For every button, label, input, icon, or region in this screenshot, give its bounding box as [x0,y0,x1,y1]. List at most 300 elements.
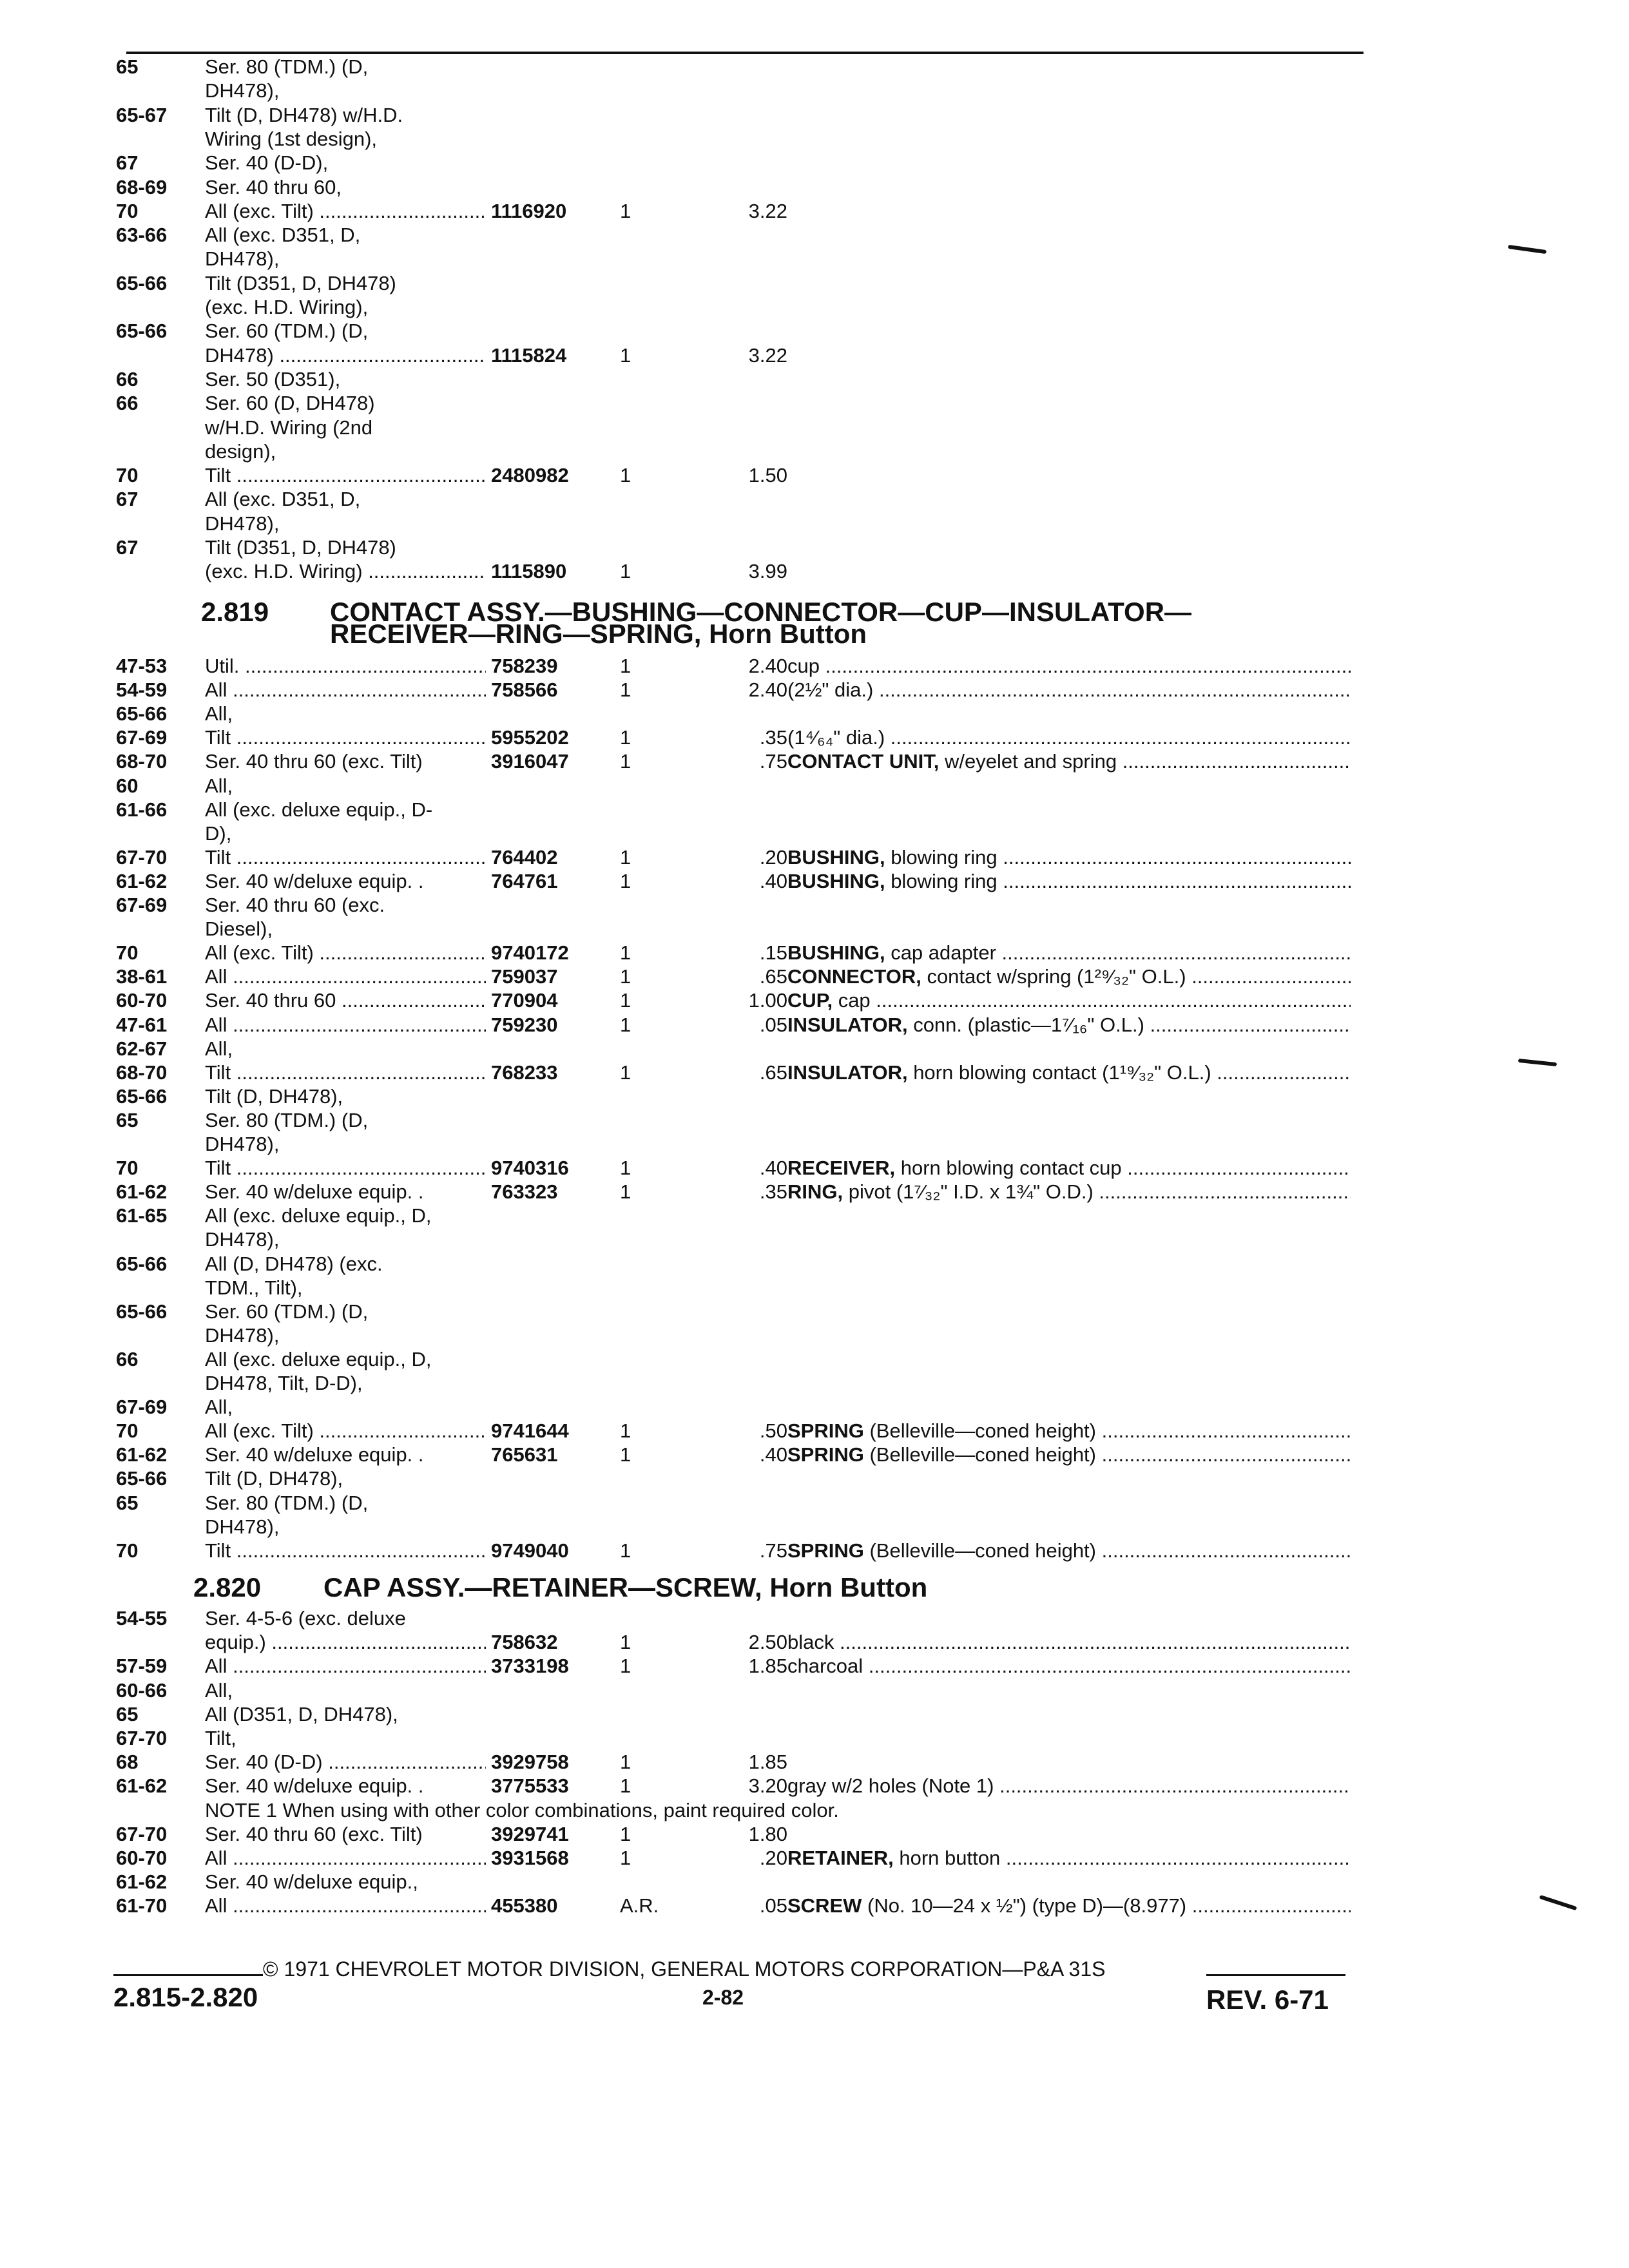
application-description: Ser. 40 thru 60 (exc. Tilt) [205,750,423,773]
parts-row [0,200,1629,223]
model-years: 65 [116,1108,139,1131]
quantity: 1 [620,1847,631,1869]
parts-row [0,774,1629,798]
list-price: .05 [759,1894,787,1917]
model-years: 70 [116,1157,139,1180]
model-years: 47-53 [116,655,168,677]
model-years: 66 [116,392,139,415]
part-name [787,1014,1351,1037]
parts-row [0,1774,1629,1798]
parts-row [0,1204,1629,1227]
application-description: DH478), [205,1228,280,1251]
list-price: 1.50 [748,464,787,487]
application-description: All ..... [205,1847,486,1870]
quantity: 1 [620,655,631,677]
part-name [787,655,1351,678]
section-title-line-1: CONTACT ASSY.—BUSHING—CONNECTOR—CUP—INSULATOR— [330,597,1192,627]
part-name [787,1061,1351,1084]
part-name-bold: SPRING [787,1419,864,1443]
quantity: 1 [620,989,631,1012]
part-number: 764402 [491,845,558,869]
parts-row [0,1085,1629,1108]
model-years: 67 [116,488,139,511]
part-name [787,1443,1351,1466]
list-price: 3.22 [748,199,787,222]
application-description: All (exc. D351, D, [205,488,361,511]
parts-row [0,464,1629,487]
part-name-detail: black [787,1631,834,1654]
section-title-line-1: CAP ASSY.—RETAINER—SCREW, Horn Button [323,1572,928,1602]
quantity: 1 [620,678,631,702]
application-description: D), [205,822,232,845]
list-price: 1.00 [748,989,787,1012]
part-name-bold: CUP, [787,989,833,1012]
model-years: 60-70 [116,1847,168,1869]
part-name-detail: horn button [893,1847,1001,1869]
application-description: Ser. 40 (D-D) ..... [205,1751,486,1774]
application-description: All ..... [205,1655,486,1678]
part-name [787,750,1351,773]
application-description: Tilt (D, DH478), [205,1084,343,1108]
application-description: Ser. 40 w/deluxe equip. . [205,869,424,892]
parts-row [0,440,1629,463]
part-name-detail: contact w/spring (1²⁹⁄₃₂" O.L.) [921,965,1186,988]
list-price: 1.85 [748,1655,787,1678]
part-name-detail: cup [787,655,820,677]
parts-row [0,965,1629,988]
application-description: Tilt (D351, D, DH478) [205,271,396,294]
footer-rule-right [1206,1974,1345,1976]
part-number: 763323 [491,1180,558,1204]
application-description: Ser. 40 w/deluxe equip. . [205,1443,424,1466]
parts-row [0,1133,1629,1156]
part-name-detail: gray w/2 holes (Note 1) [787,1774,994,1798]
part-name-bold: CONTACT UNIT, [787,750,940,773]
part-name [787,1631,1351,1654]
application-description: Ser. 50 (D351), [205,367,341,390]
parts-row [0,1467,1629,1490]
part-number: 2480982 [491,464,569,487]
model-years: 65 [116,1702,139,1725]
part-name [787,1180,1351,1204]
application-description: Util. ..... [205,655,486,678]
parts-row [0,272,1629,295]
application-description: Tilt (D351, D, DH478) [205,536,396,559]
footer-rule-left [113,1974,263,1976]
model-years: 61-70 [116,1894,168,1917]
application-description: Ser. 80 (TDM.) (D, [205,1491,369,1514]
application-description: Tilt ..... [205,464,486,487]
application-description: All (exc. deluxe equip., D, [205,1204,432,1227]
parts-row [0,1253,1629,1276]
application-description: Ser. 60 (TDM.) (D, [205,1300,369,1323]
model-years: 70 [116,464,139,487]
application-description: DH478), [205,79,280,102]
part-number: 764761 [491,869,558,892]
part-number: 9749040 [491,1539,569,1562]
model-years: 70 [116,199,139,222]
part-number: 455380 [491,1894,558,1917]
part-name-detail: blowing ring [885,845,998,869]
parts-row [0,1443,1629,1466]
model-years: 65-66 [116,1252,168,1275]
part-name [787,989,1351,1012]
parts-row [0,1396,1629,1419]
part-name [787,1419,1351,1443]
part-name-bold: SPRING [787,1539,864,1562]
parts-row [0,1539,1629,1562]
application-description: Ser. 80 (TDM.) (D, [205,55,369,78]
model-years: 60-70 [116,989,168,1012]
list-price: 2.40 [748,655,787,677]
model-years: 61-65 [116,1204,168,1227]
part-name-bold: SCREW [787,1894,862,1917]
part-number: 9740316 [491,1157,569,1180]
list-price: .05 [759,1013,787,1036]
model-years: 70 [116,1539,139,1562]
application-description: All (exc. deluxe equip., D, [205,1347,432,1370]
parts-row [0,1727,1629,1750]
part-number: 3733198 [491,1655,569,1678]
parts-row [0,1870,1629,1894]
model-years: 70 [116,941,139,965]
part-name-bold: SPRING [787,1443,864,1466]
application-description: Ser. 40 thru 60 (exc. [205,894,385,916]
quantity: 1 [620,199,631,222]
parts-row [0,344,1629,367]
part-name [787,1894,1351,1917]
parts-row [0,79,1629,102]
part-number: 3931568 [491,1847,569,1869]
part-name [787,1539,1351,1562]
section-title-line-2: RECEIVER—RING—SPRING, Horn Button [330,619,867,649]
part-number: 1115890 [491,560,567,583]
part-name-detail: charcoal [787,1655,863,1678]
list-price: .75 [759,1539,787,1562]
part-name-bold: RECEIVER, [787,1157,896,1180]
part-name [787,1655,1351,1678]
application-description: Tilt ..... [205,1157,486,1180]
parts-row [0,1157,1629,1180]
quantity: 1 [620,869,631,892]
model-years: 54-55 [116,1607,168,1629]
part-name-bold: INSULATOR, [787,1013,908,1036]
parts-row [0,247,1629,271]
part-number: 759037 [491,965,558,988]
application-description: All ..... [205,965,486,988]
quantity: 1 [620,1539,631,1562]
application-description: Ser. 40 w/deluxe equip., [205,1870,418,1894]
parts-row [0,1276,1629,1300]
application-description: Ser. 40 w/deluxe equip. . [205,1774,424,1798]
model-years: 57-59 [116,1655,168,1678]
model-years: 61-62 [116,869,168,892]
quantity: 1 [620,1774,631,1798]
part-name-bold: BUSHING, [787,941,885,965]
part-name [787,726,1351,749]
application-description: Ser. 40 thru 60 ..... [205,989,486,1012]
quantity: 1 [620,464,631,487]
model-years: 66 [116,367,139,390]
parts-row [0,128,1629,151]
application-description: All (exc. Tilt) ..... [205,1419,486,1443]
model-years: 67 [116,151,139,175]
parts-row [0,702,1629,726]
part-number: 3929741 [491,1822,569,1845]
parts-row [0,1014,1629,1037]
part-number: 758632 [491,1631,558,1654]
part-name [787,1847,1351,1870]
model-years: 67-69 [116,726,168,749]
application-description: TDM., Tilt), [205,1276,303,1299]
quantity: 1 [620,1061,631,1084]
quantity: 1 [620,560,631,583]
parts-row [0,104,1629,127]
quantity: 1 [620,965,631,988]
part-name-detail: cap adapter [885,941,996,965]
quantity: 1 [620,1655,631,1678]
quantity: 1 [620,941,631,965]
model-years: 66 [116,1347,139,1370]
application-description: Ser. 40 thru 60 (exc. Tilt) [205,1822,423,1845]
parts-row [0,894,1629,917]
application-description: Ser. 60 (TDM.) (D, [205,320,369,343]
part-name-bold: BUSHING, [787,869,885,892]
part-number: 758239 [491,655,558,677]
model-years: 60 [116,774,139,797]
parts-row [0,1823,1629,1846]
part-name-bold: BUSHING, [787,845,885,869]
list-price: .20 [759,1847,787,1869]
part-number: 759230 [491,1013,558,1036]
parts-row [0,1655,1629,1678]
parts-row [0,1515,1629,1539]
part-name-bold: RETAINER, [787,1847,894,1869]
application-description: All (exc. Tilt) ..... [205,941,486,965]
part-name [787,1157,1351,1180]
part-number: 770904 [491,989,558,1012]
part-name [787,846,1351,869]
application-description: Ser. 80 (TDM.) (D, [205,1108,369,1131]
application-description: DH478), [205,247,280,271]
parts-row [0,1847,1629,1870]
application-description: All, [205,774,233,797]
parts-row [0,1799,1629,1822]
application-description: equip.) ..... [205,1631,486,1654]
parts-row [0,941,1629,965]
model-years: 65 [116,1491,139,1514]
application-description: Ser. 40 (D-D), [205,151,329,175]
parts-row [0,678,1629,702]
part-name-detail: w/eyelet and spring [939,750,1117,773]
part-name-detail: (Belleville—coned height) [863,1419,1096,1443]
parts-row [0,296,1629,319]
list-price: 2.50 [748,1631,787,1654]
application-description: design), [205,439,276,463]
application-description: Tilt (D, DH478), [205,1467,343,1490]
part-number: 5955202 [491,726,569,749]
model-years: 65-67 [116,103,168,126]
model-years: 61-62 [116,1774,168,1798]
application-description: Tilt ..... [205,1539,486,1562]
part-number: 765631 [491,1443,558,1466]
list-price: 3.20 [748,1774,787,1798]
parts-row [0,1703,1629,1726]
list-price: .65 [759,1061,787,1084]
quantity: 1 [620,1751,631,1774]
application-description: Diesel), [205,918,273,941]
parts-row [0,1228,1629,1251]
parts-row [0,1607,1629,1630]
application-description: All ..... [205,1014,486,1037]
part-name-detail: cap [833,989,871,1012]
application-description: (exc. H.D. Wiring), [205,296,369,318]
model-years: 61-62 [116,1180,168,1204]
application-description: Ser. 40 w/deluxe equip. . [205,1180,424,1204]
parts-row [0,1061,1629,1084]
top-rule [126,52,1364,54]
parts-row [0,870,1629,893]
application-description: w/H.D. Wiring (2nd [205,416,373,439]
quantity: 1 [620,726,631,749]
parts-row [0,416,1629,439]
list-price: .35 [759,726,787,749]
application-description: All, [205,1396,233,1419]
part-name-bold: RING, [787,1180,843,1204]
part-name-detail: (Belleville—coned height) [863,1443,1096,1466]
part-name-detail: horn blowing contact (1¹⁹⁄₃₂" O.L.) [907,1061,1211,1084]
application-description: DH478), [205,1323,280,1347]
part-number: 3775533 [491,1774,569,1798]
model-years: 67-70 [116,845,168,869]
model-years: 68-70 [116,1061,168,1084]
parts-row [0,1037,1629,1061]
model-years: 63-66 [116,224,168,247]
list-price: 2.40 [748,678,787,702]
list-price: .20 [759,845,787,869]
part-name [787,941,1351,965]
model-years: 65-66 [116,1467,168,1490]
quantity: 1 [620,1419,631,1443]
model-years: 60-66 [116,1678,168,1702]
application-description: DH478), [205,512,280,535]
footer-copyright: © 1971 CHEVROLET MOTOR DIVISION, GENERAL MOTORS CORPORATION—P&A 31S [263,1957,1106,1981]
parts-row [0,750,1629,773]
parts-row [0,1894,1629,1917]
parts-row [0,512,1629,535]
model-years: 61-62 [116,1870,168,1894]
part-name-bold: CONNECTOR, [787,965,921,988]
list-price: .50 [759,1419,787,1443]
model-years: 67-69 [116,894,168,916]
model-years: 61-62 [116,1443,168,1466]
footer-revision: REV. 6-71 [1206,1984,1329,2015]
parts-row [0,560,1629,583]
model-years: 68-70 [116,750,168,773]
parts-row [0,822,1629,845]
parts-row [0,1348,1629,1371]
model-years: 70 [116,1419,139,1443]
part-name-detail: (1⁴⁄₆₄" dia.) [787,726,885,749]
application-description: All ..... [205,1894,486,1917]
part-number: 3929758 [491,1751,569,1774]
model-years: 54-59 [116,678,168,702]
part-name-detail: (Belleville—coned height) [863,1539,1096,1562]
parts-row [0,1679,1629,1702]
model-years: 62-67 [116,1037,168,1060]
quantity: 1 [620,1157,631,1180]
part-name-detail: conn. (plastic—1⁷⁄₁₆" O.L.) [907,1013,1144,1036]
list-price: .40 [759,1443,787,1466]
model-years: 65-66 [116,1300,168,1323]
quantity: 1 [620,1180,631,1204]
parts-row [0,1631,1629,1654]
application-description: Tilt ..... [205,846,486,869]
application-description: Tilt ..... [205,726,486,749]
part-name [787,1774,1351,1798]
model-years: 67-70 [116,1727,168,1749]
list-price: .15 [759,941,787,965]
part-number: 9740172 [491,941,569,965]
quantity: 1 [620,343,631,367]
parts-row [0,1751,1629,1774]
model-years: 65-66 [116,320,168,343]
list-price: 1.85 [748,1751,787,1774]
model-years: 67 [116,536,139,559]
application-description: All, [205,702,233,726]
application-description: All (exc. Tilt) ..... [205,200,486,223]
model-years: 61-66 [116,798,168,821]
parts-row [0,1492,1629,1515]
application-description: All (D351, D, DH478), [205,1702,398,1725]
part-name [787,678,1351,702]
parts-row [0,918,1629,941]
parts-row [0,798,1629,822]
quantity: 1 [620,845,631,869]
part-name-detail: pivot (1⁷⁄₃₂" I.D. x 1¾" O.D.) [843,1180,1094,1204]
part-number: 758566 [491,678,558,702]
application-description: All ..... [205,678,486,702]
list-price: .75 [759,750,787,773]
parts-row [0,726,1629,749]
list-price: 3.22 [748,343,787,367]
application-description: Ser. 4-5-6 (exc. deluxe [205,1607,406,1629]
application-description: DH478), [205,1515,280,1538]
parts-row [0,1109,1629,1132]
part-name [787,870,1351,893]
section-number: 2.819 [201,597,269,627]
quantity: 1 [620,750,631,773]
parts-row [0,488,1629,511]
parts-row [0,1180,1629,1204]
model-years: 68-69 [116,175,168,198]
model-years: 65-66 [116,271,168,294]
parts-row [0,55,1629,79]
model-years: 68 [116,1751,139,1774]
model-years: 65-66 [116,1084,168,1108]
model-years: 67-69 [116,1396,168,1419]
model-years: 47-61 [116,1013,168,1036]
application-description: All, [205,1037,233,1060]
list-price: .35 [759,1180,787,1204]
parts-row [0,846,1629,869]
quantity: A.R. [620,1894,659,1917]
part-number: 768233 [491,1061,558,1084]
application-description: Wiring (1st design), [205,127,378,150]
model-years: 65 [116,55,139,78]
part-name-detail: (2½" dia.) [787,678,874,702]
part-number: 3916047 [491,750,569,773]
